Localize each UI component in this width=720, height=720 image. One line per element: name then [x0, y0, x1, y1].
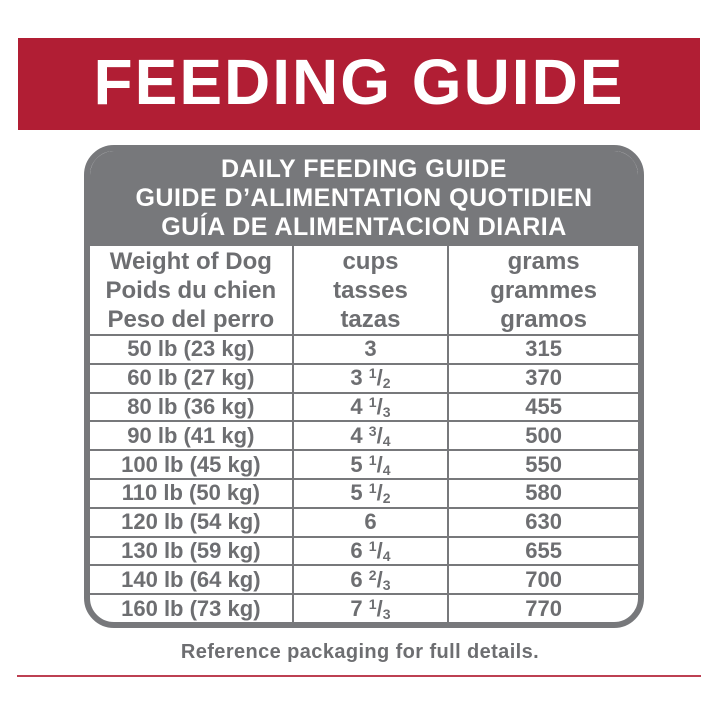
weight-value: 100 lb (45 kg): [121, 451, 261, 477]
table-row: [90, 507, 638, 536]
weight-value: 140 lb (64 kg): [121, 566, 261, 592]
table-row: [90, 420, 638, 449]
grams-cell: [447, 422, 638, 449]
table-row: [90, 564, 638, 593]
cups-value: 4 $^3/_4$: [350, 422, 391, 449]
grams-cell: [447, 336, 638, 363]
grams-value: 770: [525, 595, 562, 621]
weight-cell: [90, 480, 292, 507]
daily-feeding-guide-panel: [84, 145, 644, 628]
cups-cell: [292, 480, 448, 507]
column-header-line: Weight of Dog: [109, 247, 272, 275]
grams-value: 370: [525, 365, 562, 391]
column-header-line: grammes: [490, 276, 597, 304]
weight-cell: [90, 422, 292, 449]
weight-value: 90 lb (41 kg): [127, 422, 255, 448]
table-row: [90, 363, 638, 392]
grams-cell: [447, 566, 638, 593]
grams-value: 315: [525, 336, 562, 362]
column-header-line: gramos: [500, 305, 587, 333]
weight-value: 80 lb (36 kg): [127, 393, 255, 419]
grams-value: 455: [525, 393, 562, 419]
weight-value: 50 lb (23 kg): [127, 336, 255, 362]
weight-value: 160 lb (73 kg): [121, 595, 261, 621]
weight-value: 120 lb (54 kg): [121, 509, 261, 535]
grams-value: 500: [525, 422, 562, 448]
weight-cell: [90, 566, 292, 593]
grams-cell: [447, 365, 638, 392]
header-line-spanish: GUÍA DE ALIMENTACION DIARIA: [161, 213, 567, 241]
column-header-weight: [90, 246, 292, 334]
cups-cell: [292, 595, 448, 622]
table-row: [90, 478, 638, 507]
column-header-line: tasses: [333, 276, 408, 304]
table-row: [90, 336, 638, 363]
cups-value: 6: [364, 509, 377, 535]
cups-cell: [292, 336, 448, 363]
cups-cell: [292, 538, 448, 565]
cups-cell: [292, 394, 448, 421]
grams-cell: [447, 394, 638, 421]
cups-value: 6 $^2/_3$: [350, 566, 391, 593]
cups-cell: [292, 422, 448, 449]
grams-cell: [447, 480, 638, 507]
column-header-line: Peso del perro: [107, 305, 275, 333]
table-row: [90, 536, 638, 565]
column-header-line: tazas: [340, 305, 401, 333]
column-header-line: Poids du chien: [105, 276, 277, 304]
weight-value: 60 lb (27 kg): [127, 365, 255, 391]
grams-value: 580: [525, 480, 562, 506]
weight-cell: [90, 394, 292, 421]
footer-note: Reference packaging for full details.: [180, 641, 540, 663]
cups-value: 4 $^1/_3$: [350, 393, 391, 420]
cups-value: 3 $^1/_2$: [350, 365, 391, 392]
table-rows: [90, 336, 638, 622]
grams-cell: [447, 595, 638, 622]
table-row: [90, 449, 638, 478]
cups-value: 7 $^1/_3$: [350, 595, 391, 622]
bottom-divider-line: [17, 675, 701, 677]
table-header-row: [90, 246, 638, 336]
column-header-line: cups: [342, 247, 399, 275]
weight-cell: [90, 509, 292, 536]
grams-cell: [447, 509, 638, 536]
cups-cell: [292, 509, 448, 536]
cups-cell: [292, 365, 448, 392]
column-header-line: grams: [507, 247, 580, 275]
grams-cell: [447, 538, 638, 565]
table-row: [90, 392, 638, 421]
table-row: [90, 593, 638, 622]
column-header-cups: [292, 246, 448, 334]
cups-cell: [292, 566, 448, 593]
header-line-french: GUIDE D’ALIMENTATION QUOTIDIEN: [135, 184, 593, 212]
weight-value: 110 lb (50 kg): [121, 480, 260, 506]
cups-value: 5 $^1/_2$: [350, 480, 391, 507]
weight-cell: [90, 365, 292, 392]
cups-value: 3: [364, 336, 377, 362]
grams-cell: [447, 451, 638, 478]
grams-value: 700: [525, 566, 562, 592]
cups-value: 6 $^1/_4$: [350, 537, 391, 564]
header-line-english: DAILY FEEDING GUIDE: [221, 155, 507, 183]
grams-value: 550: [525, 451, 562, 477]
banner-title: FEEDING GUIDE: [93, 46, 625, 118]
weight-cell: [90, 538, 292, 565]
weight-cell: [90, 336, 292, 363]
weight-cell: [90, 595, 292, 622]
cups-value: 5 $^1/_4$: [350, 451, 391, 478]
grams-value: 655: [525, 537, 562, 563]
daily-guide-header: [90, 151, 638, 246]
column-header-grams: [447, 246, 638, 334]
grams-value: 630: [525, 509, 562, 535]
weight-cell: [90, 451, 292, 478]
feeding-guide-banner: [18, 38, 700, 130]
weight-value: 130 lb (59 kg): [121, 537, 261, 563]
cups-cell: [292, 451, 448, 478]
